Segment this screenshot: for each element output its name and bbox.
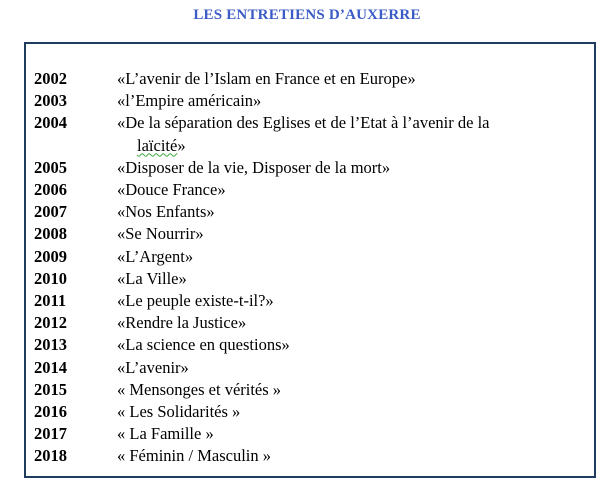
entry-2007 [34,201,590,223]
entry-title: «L’avenir» [117,357,189,377]
entry-2006 [34,179,590,201]
entry-2005 [34,157,590,179]
entry-year: 2008 [34,224,67,244]
entry-title: «Rendre la Justice» [117,313,247,333]
entry-2018 [34,445,590,467]
entry-2011 [34,290,590,312]
entry-2014 [34,357,590,379]
entry-title-line1: «De la séparation des Eglises et de l’Etat à l’avenir de la [117,113,490,133]
entry-title: «Nos Enfants» [117,202,215,222]
entry-title: «L’Argent» [117,246,194,266]
entry-title: «Le peuple existe-t-il?» [117,291,274,311]
entry-year: 2015 [34,379,67,399]
entry-title: « Les Solidarités » [117,402,241,422]
entry-2012 [34,312,590,334]
entry-title: «L’avenir de l’Islam en France et en Europe» [117,69,416,88]
entry-2008 [34,223,590,245]
entry-title: « Féminin / Masculin » [117,446,271,466]
document-title: LES ENTRETIENS D’AUXERRE [193,7,421,23]
entry-year: 2014 [34,357,67,377]
entry-2016 [34,401,590,423]
entry-title: «Se Nourrir» [117,224,204,244]
entry-title: «Disposer de la vie, Disposer de la mort» [117,157,391,177]
entry-year: 2006 [34,180,67,200]
entry-2009 [34,246,590,268]
entries-list [34,68,590,468]
spellcheck-word: laïcité [137,135,178,155]
entry-2004 [34,112,590,156]
entry-year: 2013 [34,335,67,355]
entry-2013 [34,334,590,356]
entry-2003 [34,90,590,112]
entry-year: 2018 [34,446,67,466]
entry-year: 2002 [34,69,67,88]
entry-year: 2017 [34,424,67,444]
entry-title: «l’Empire américain» [117,91,262,111]
entry-2017 [34,423,590,445]
entry-title [117,112,590,156]
entry-title-line2-end: » [177,135,186,155]
entry-year: 2010 [34,268,67,288]
entry-2010 [34,268,590,290]
entry-2015 [34,379,590,401]
entry-year: 2009 [34,246,67,266]
entry-title-line2 [117,135,590,157]
entry-year: 2005 [34,157,67,177]
entry-title: «La science en questions» [117,335,290,355]
entry-year: 2011 [34,291,67,311]
entry-title: «La Ville» [117,268,187,288]
entry-year: 2016 [34,402,67,422]
entry-year: 2004 [34,113,67,133]
entry-title: « La Famille » [117,424,214,444]
entry-year: 2007 [34,202,67,222]
entry-year: 2012 [34,313,67,333]
entry-2002 [34,68,590,90]
entry-title: «Douce France» [117,180,226,200]
entry-title: « Mensonges et vérités » [117,379,282,399]
entry-year: 2003 [34,91,67,111]
